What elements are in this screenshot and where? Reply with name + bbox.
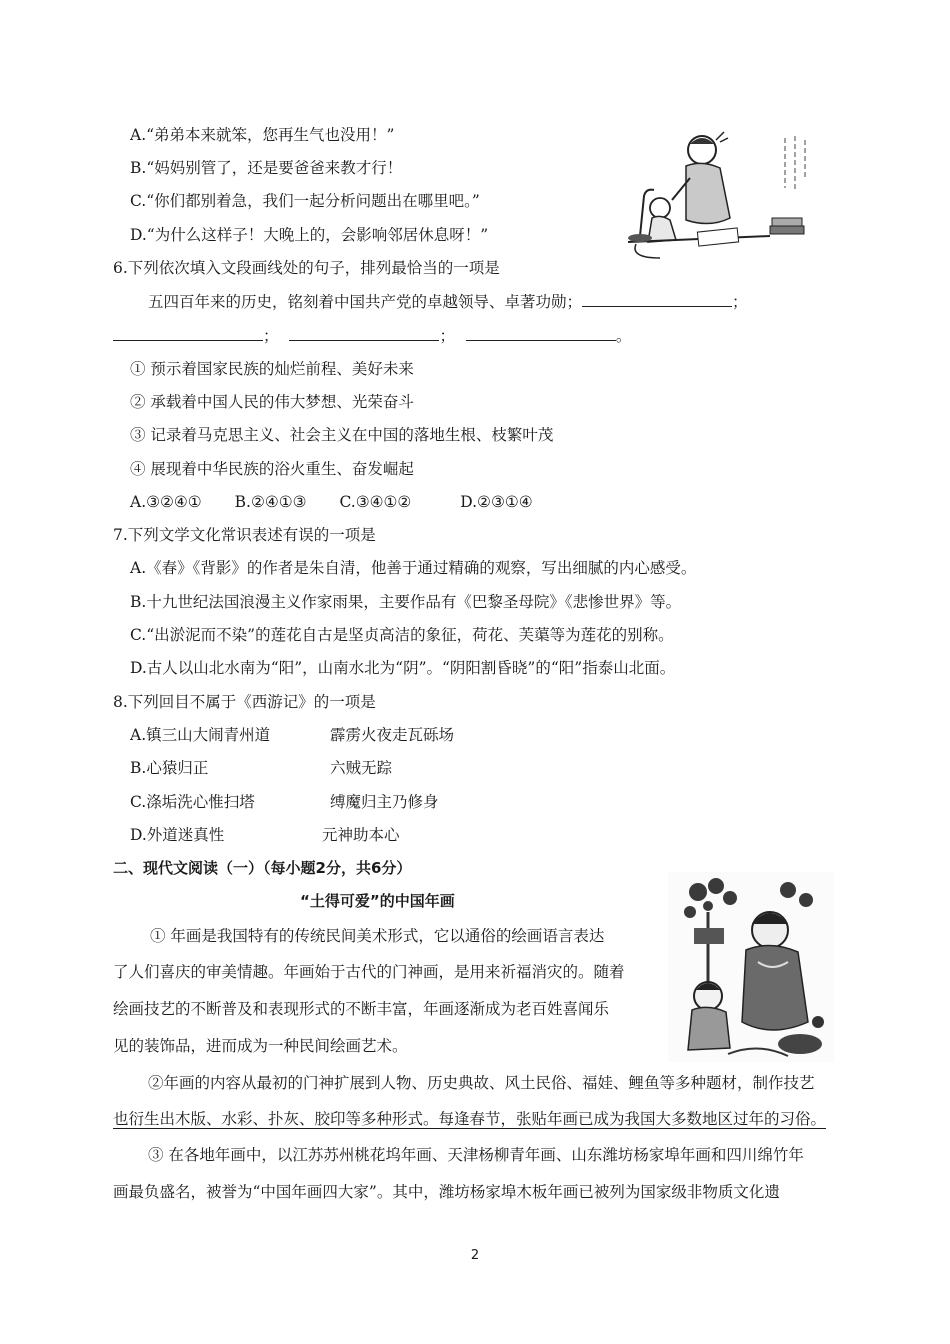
p2-line2: [113, 1109, 826, 1129]
q8-option-b-right: 六贼无踪: [330, 759, 393, 777]
q8-option-a-right: 霹雳火夜走瓦砾场: [330, 726, 455, 744]
p3-line1: ③ 在各地年画中，以江苏苏州桃花坞年画、天津杨柳青年画、山东潍坊杨家埠年画和四川绵竹年: [148, 1146, 804, 1164]
q6-passage-start: 五四百年来的历史，铭刻着中国共产党的卓越领导、卓著功勋；: [148, 293, 583, 311]
q6-end: 。: [615, 327, 632, 345]
blank-2: [113, 326, 263, 341]
q6-stem: 6.下列依次填入文段画线处的句子，排列最恰当的一项是: [113, 259, 500, 277]
q6-choices: [130, 492, 533, 512]
q6-item-1: ① 预示着国家民族的灿烂前程、美好未来: [130, 360, 414, 378]
p2-line2-underlined-a: 也衍生出木版、水彩、扑灰、胶印等多种形式。: [113, 1110, 439, 1128]
q6-choice-d: D.②③①④: [460, 493, 533, 511]
blank-3: [289, 326, 439, 341]
q6-sep: ；: [732, 293, 748, 311]
q5-option-b: B.“妈妈别管了，还是要爸爸来教才行！: [130, 159, 403, 177]
q6-item-4: ④ 展现着中华民族的浴火重生、奋发崛起: [130, 460, 414, 478]
q8-option-d-right: 元神助本心: [322, 826, 400, 844]
nianhua-woodblock-children-icon: [668, 872, 834, 1062]
q7-stem: 7.下列文学文化常识表述有误的一项是: [113, 526, 376, 544]
q6-choice-a: A.③②④①: [130, 493, 202, 511]
p1-line3: 绘画技艺的不断普及和表现形式的不断丰富，年画逐渐成为老百姓喜闻乐: [113, 1000, 610, 1018]
q6-choice-c: C.③④①②: [339, 493, 412, 511]
q6-passage-line1: [148, 292, 748, 312]
q7-option-b: B.十九世纪法国浪漫主义作家雨果，主要作品有《巴黎圣母院》《悲惨世界》等。: [130, 593, 682, 611]
p2-line2-underlined-b: 每逢春节，张贴年画已成为我国大多数地区过年的习俗。: [438, 1110, 827, 1128]
p1-line1: ① 年画是我国特有的传统民间美术形式，它以通俗的绘画语言表达: [150, 927, 605, 945]
p1-line2: 了人们喜庆的审美情趣。年画始于古代的门神画，是用来祈福消灾的。随着: [113, 963, 625, 981]
q5-option-a: A.“弟弟本来就笨，您再生气也没用！”: [130, 126, 395, 144]
q6-item-3: ③ 记录着马克思主义、社会主义在中国的落地生根、枝繁叶茂: [130, 426, 554, 444]
section-heading: 二、现代文阅读（一）（每小题2分，共6分）: [113, 859, 412, 877]
q6-sep: ；: [439, 327, 455, 345]
q7-option-a: A.《春》《背影》的作者是朱自清，他善于通过精确的观察，写出细腻的内心感受。: [130, 559, 697, 577]
p2-line1: ②年画的内容从最初的门神扩展到人物、历史典故、风土民俗、福娃、鲤鱼等多种题材，制作技艺: [148, 1074, 815, 1092]
q8-stem: 8.下列回目不属于《西游记》的一项是: [113, 693, 376, 711]
cartoon-parent-child-icon: [620, 118, 820, 268]
q6-passage-line2: [113, 326, 631, 346]
q6-sep: ；: [263, 327, 279, 345]
q5-option-c: C.“你们都别着急，我们一起分析问题出在哪里吧。”: [130, 192, 480, 210]
q6-item-2: ② 承载着中国人民的伟大梦想、光荣奋斗: [130, 393, 414, 411]
q8-option-b-left: B.心猿归正: [130, 759, 209, 777]
q8-option-a-left: A.镇三山大闹青州道: [130, 726, 271, 744]
q7-option-d: D.古人以山北水南为“阳”，山南水北为“阴”。“阴阳割昏晓”的“阳”指泰山北面。: [130, 659, 676, 677]
page-number: 2: [470, 1248, 480, 1263]
q8-option-c-left: C.涤垢洗心惟扫塔: [130, 793, 255, 811]
article-title: “土得可爱”的中国年画: [300, 892, 455, 910]
p1-line4: 见的装饰品，进而成为一种民间绘画艺术。: [113, 1037, 408, 1055]
q7-option-c: C.“出淤泥而不染”的莲花自古是坚贞高洁的象征，荷花、芙蕖等为莲花的别称。: [130, 626, 674, 644]
q5-option-d: D.“为什么这样子！大晚上的，会影响邻居休息呀！”: [130, 226, 489, 244]
p3-line2: 画最负盛名，被誉为“中国年画四大家”。其中，潍坊杨家埠木板年画已被列为国家级非物质文化遗: [113, 1183, 780, 1201]
q8-option-c-right: 缚魔归主乃修身: [330, 793, 439, 811]
blank-4: [466, 326, 616, 341]
blank-1: [582, 292, 732, 307]
q8-option-d-left: D.外道迷真性: [130, 826, 225, 844]
q6-choice-b: B.②④①③: [234, 493, 307, 511]
